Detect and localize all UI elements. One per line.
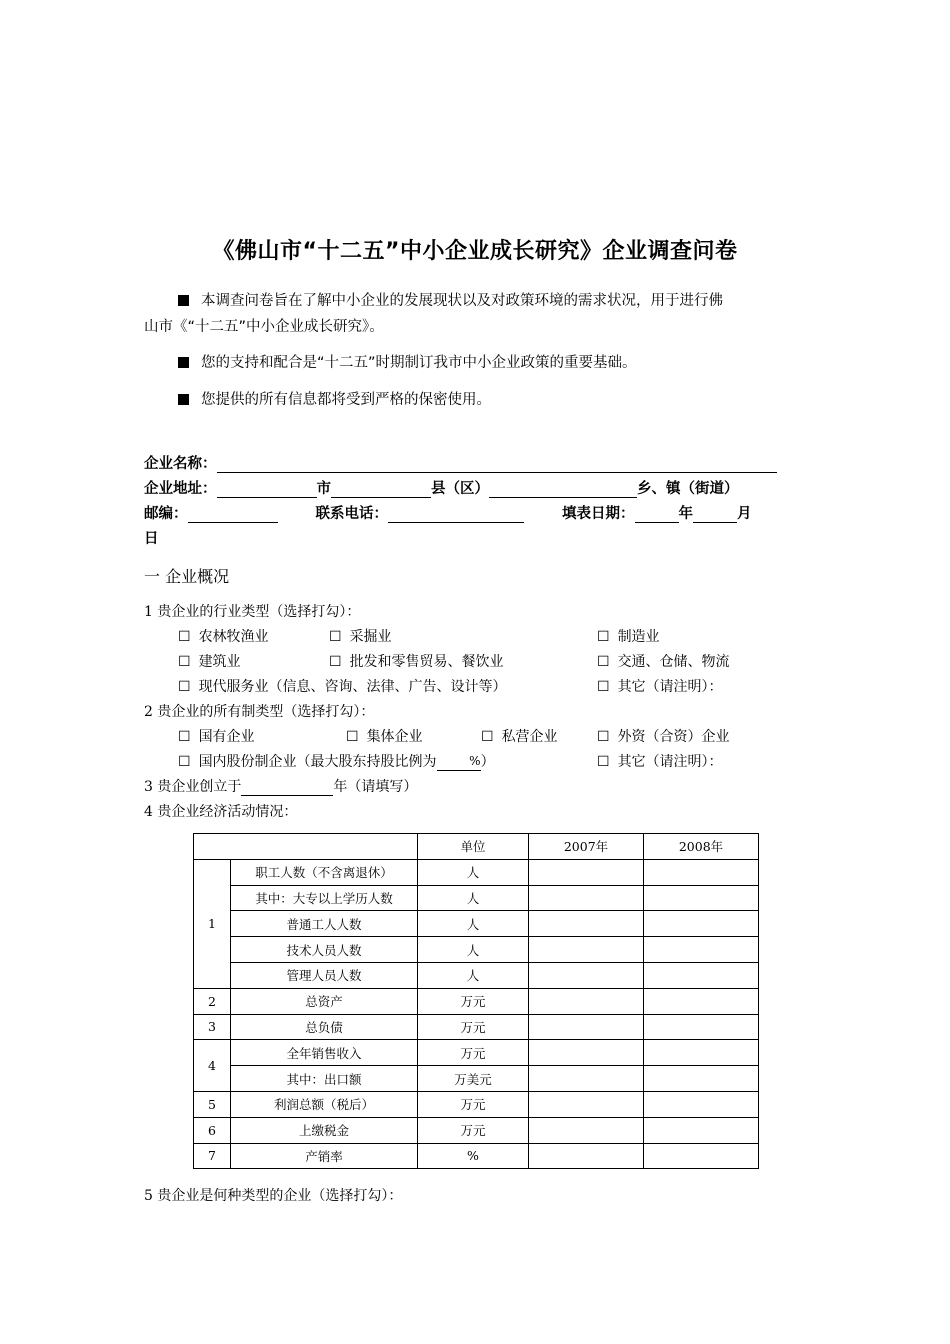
- question-2: 2 贵企业的所有制类型（选择打勾）：: [144, 704, 375, 720]
- checkbox-industry-other[interactable]: ☐ 其它（请注明）：: [597, 676, 723, 696]
- contact-row: [144, 502, 752, 523]
- intro-p2: 您的支持和配合是“十二五”时期制订我市中小企业政策的重要基础。: [201, 355, 637, 371]
- item-cell: 产销率: [231, 1143, 418, 1169]
- joint-stock-label: ☐ 国内股份制企业（最大股东持股比例为: [178, 754, 437, 770]
- founding-year-field[interactable]: [241, 779, 333, 796]
- question-5: 5 贵企业是何种类型的企业（选择打勾）：: [144, 1188, 403, 1204]
- unit-cell: 人: [418, 962, 529, 988]
- group-number: 6: [194, 1117, 231, 1143]
- city-label: 市: [316, 481, 331, 497]
- input-2008[interactable]: [644, 988, 759, 1014]
- input-2008[interactable]: [644, 1066, 759, 1092]
- intro-p1-line1: 本调查问卷旨在了解中小企业的发展现状以及对政策环境的需求状况，用于进行佛: [201, 293, 723, 309]
- table-row: [194, 1143, 759, 1169]
- company-address-label: 企业地址：: [144, 481, 217, 497]
- checkbox-foreign-jv[interactable]: ☐ 外资（合资）企业: [597, 726, 730, 746]
- checkbox-wholesale-retail[interactable]: ☐ 批发和零售贸易、餐饮业: [329, 651, 504, 671]
- checkbox-private[interactable]: ☐ 私营企业: [481, 726, 558, 746]
- group-number: 5: [194, 1091, 231, 1117]
- year-label: 年: [678, 506, 693, 522]
- group-number: 2: [194, 988, 231, 1014]
- input-2008[interactable]: [644, 1117, 759, 1143]
- company-name-field[interactable]: [217, 456, 777, 473]
- unit-cell: 万元: [418, 1117, 529, 1143]
- input-2008[interactable]: [644, 885, 759, 911]
- table-row: [194, 1066, 759, 1092]
- table-header-unit: 单位: [418, 834, 529, 860]
- input-2007[interactable]: [529, 1143, 644, 1169]
- unit-cell: 万元: [418, 1040, 529, 1066]
- question-3: [144, 776, 417, 796]
- checkbox-construction[interactable]: ☐ 建筑业: [178, 651, 241, 671]
- table-row: [194, 1040, 759, 1066]
- checkbox-collective[interactable]: ☐ 集体企业: [346, 726, 423, 746]
- item-cell: 其中：大专以上学历人数: [231, 885, 418, 911]
- group-number: 7: [194, 1143, 231, 1169]
- table-row: [194, 962, 759, 988]
- item-cell: 职工人数（不含离退休）: [231, 859, 418, 885]
- input-2008[interactable]: [644, 937, 759, 963]
- input-2008[interactable]: [644, 1143, 759, 1169]
- town-field[interactable]: [489, 481, 637, 498]
- checkbox-manufacturing[interactable]: ☐ 制造业: [597, 626, 660, 646]
- input-2008[interactable]: [644, 1091, 759, 1117]
- company-name-row: [144, 452, 777, 473]
- item-cell: 管理人员人数: [231, 962, 418, 988]
- intro-paragraph-1: [178, 288, 723, 314]
- checkbox-state-owned[interactable]: ☐ 国有企业: [178, 726, 255, 746]
- intro-paragraph-3: [178, 387, 491, 413]
- phone-field[interactable]: [388, 506, 524, 523]
- question-3-suffix: 年（请填写）: [333, 779, 418, 795]
- square-bullet-icon: [178, 357, 189, 368]
- intro-paragraph-2: [178, 350, 637, 376]
- item-cell: 总资产: [231, 988, 418, 1014]
- input-2008[interactable]: [644, 911, 759, 937]
- year-field[interactable]: [635, 506, 679, 523]
- item-cell: 利润总额（税后）: [231, 1091, 418, 1117]
- date-label: 填表日期：: [562, 506, 635, 522]
- question-4: 4 贵企业经济活动情况：: [144, 804, 298, 820]
- unit-cell: 万元: [418, 1014, 529, 1040]
- checkbox-mining[interactable]: ☐ 采掘业: [329, 626, 392, 646]
- unit-cell: 人: [418, 911, 529, 937]
- input-2008[interactable]: [644, 859, 759, 885]
- input-2007[interactable]: [529, 1117, 644, 1143]
- question-3-prefix: 3 贵企业创立于: [144, 779, 242, 795]
- input-2008[interactable]: [644, 1014, 759, 1040]
- company-address-row: [144, 477, 739, 498]
- checkbox-agriculture[interactable]: ☐ 农林牧渔业: [178, 626, 269, 646]
- item-cell: 技术人员人数: [231, 937, 418, 963]
- input-2007[interactable]: [529, 1091, 644, 1117]
- table-row: [194, 988, 759, 1014]
- unit-cell: 人: [418, 859, 529, 885]
- day-label: 日: [144, 531, 159, 547]
- joint-stock-close-paren: ）: [480, 754, 495, 770]
- table-header-2008: 2008年: [644, 834, 759, 860]
- town-label: 乡、镇（街道）: [637, 481, 739, 497]
- intro-p1-line2: 山市《“十二五”中小企业成长研究》。: [144, 319, 384, 335]
- county-field[interactable]: [331, 481, 431, 498]
- item-cell: 普通工人人数: [231, 911, 418, 937]
- input-2007[interactable]: [529, 885, 644, 911]
- input-2007[interactable]: [529, 1040, 644, 1066]
- table-row: [194, 1014, 759, 1040]
- table-header-row: [194, 834, 759, 860]
- table-row: [194, 1091, 759, 1117]
- square-bullet-icon: [178, 394, 189, 405]
- section-heading: 一 企业概况: [144, 567, 230, 586]
- checkbox-transport-logistics[interactable]: ☐ 交通、仓储、物流: [597, 651, 730, 671]
- group-number: 4: [194, 1040, 231, 1092]
- checkbox-domestic-joint-stock[interactable]: [178, 751, 495, 771]
- month-label: 月: [737, 506, 752, 522]
- table-row: [194, 911, 759, 937]
- input-2007[interactable]: [529, 988, 644, 1014]
- county-label: 县（区）: [431, 481, 489, 497]
- table-row: [194, 859, 759, 885]
- checkbox-ownership-other[interactable]: ☐ 其它（请注明）：: [597, 751, 723, 771]
- table-row: [194, 937, 759, 963]
- item-cell: 其中：出口额: [231, 1066, 418, 1092]
- item-cell: 全年销售收入: [231, 1040, 418, 1066]
- share-percent-field[interactable]: [437, 754, 481, 771]
- checkbox-modern-services[interactable]: ☐ 现代服务业（信息、咨询、法律、广告、设计等）: [178, 676, 507, 696]
- input-2007[interactable]: [529, 1014, 644, 1040]
- zip-label: 邮编：: [144, 506, 188, 522]
- unit-cell: 人: [418, 937, 529, 963]
- table-header-2007: 2007年: [529, 834, 644, 860]
- question-1: 1 贵企业的行业类型（选择打勾）：: [144, 604, 361, 620]
- page-title: 《佛山市“十二五”中小企业成长研究》企业调查问卷: [212, 239, 738, 264]
- group-number: 1: [194, 859, 231, 988]
- unit-cell: 万元: [418, 988, 529, 1014]
- input-2008[interactable]: [644, 962, 759, 988]
- phone-label: 联系电话：: [315, 506, 388, 522]
- unit-cell: 人: [418, 885, 529, 911]
- zip-field[interactable]: [188, 506, 278, 523]
- item-cell: 上缴税金: [231, 1117, 418, 1143]
- input-2007[interactable]: [529, 911, 644, 937]
- table-row: [194, 885, 759, 911]
- input-2007[interactable]: [529, 962, 644, 988]
- city-field[interactable]: [217, 481, 317, 498]
- group-number: 3: [194, 1014, 231, 1040]
- economic-activity-table: [193, 833, 759, 1169]
- input-2007[interactable]: [529, 1066, 644, 1092]
- unit-cell: 万元: [418, 1091, 529, 1117]
- square-bullet-icon: [178, 295, 189, 306]
- unit-cell: %: [418, 1143, 529, 1169]
- unit-cell: 万美元: [418, 1066, 529, 1092]
- input-2007[interactable]: [529, 937, 644, 963]
- item-cell: 总负债: [231, 1014, 418, 1040]
- company-name-label: 企业名称：: [144, 456, 217, 472]
- input-2008[interactable]: [644, 1040, 759, 1066]
- input-2007[interactable]: [529, 859, 644, 885]
- month-field[interactable]: [693, 506, 737, 523]
- table-header-blank: [194, 834, 418, 860]
- table-row: [194, 1117, 759, 1143]
- percent-sign: %: [469, 754, 481, 768]
- intro-p3: 您提供的所有信息都将受到严格的保密使用。: [201, 392, 491, 408]
